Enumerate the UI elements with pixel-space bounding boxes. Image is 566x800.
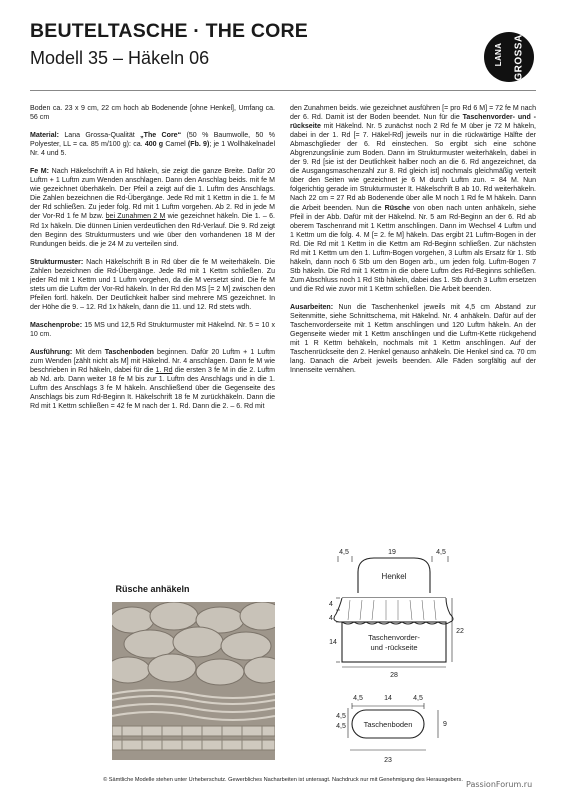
execution-paragraph: Ausführung: Mit dem Taschenboden beginnen. Dafür 20 Luftm + 1 Luftm zum Wenden [zählt nicht als M] mit Häkelnd. Nr. 4 anschlagen. Dann fe M wie beschrieben in Rd häkeln, dabei für die 1. Rd die ersten 3 fe M in die 2. Luftm ab Nd. arb. Dann weiter 18 fe M bis zur 1. Luftm des Anschlags und in die 1. Luftm des Anschlags 3 fe M häkeln. Anschließend über die Gegenseite des Anschlags bis zum Rd-Beginn It. Häkelschrift 18 fe M zurückhäkeln. Dann die Rd mit 1 Kettm schließen = 42 fe M nach der 1. Rd. Dann die 2. – 6. Rd mit	[30, 349, 276, 411]
logo-text-small: LANA	[494, 42, 504, 67]
page-subtitle: Modell 35 – Häkeln 06	[30, 48, 210, 68]
single-crochet-paragraph: Fe M: Nach Häkelschrift A in Rd häkeln, sie zeigt die ganze Breite. Dafür 20 Luftm + 1 Luftm zum Wenden anschlagen. Dann den Anschlag beids. mit fe M wie gezeichnet überhäkeln. Der Pfeil a zeigt auf die 1. Luftm des Anschlags. Die Zahlen bezeichnen die Rd-Übergänge. Jede Rd mit 1 Kettm in die 1. fe M der Rd schließen. Zu jeder folg. Rd mit 1 Luftm vorgehen. Ab 2. Rd in jede M der Vor-Rd 1 fe M bzw. bei Zunahmen 2 M wie gezeichnet häkeln. Die 1. – 6. Rd 1x häkeln. Die dünnen Linien verdeutlichen den Rd-Verlauf. Die 9. Rd zeigt den Beginn des Strukturmusters und wie über den vorhandenen 18 M der Rundungen beids. die je 24 M zu verteilen sind.	[30, 168, 275, 248]
bag-body-outline	[342, 622, 446, 662]
body-label-1: Taschenvorder-	[368, 633, 420, 642]
finishing-paragraph: Ausarbeiten: Nun die Taschenhenkel jeweils mit 4,5 cm Abstand zur Seitenmitte, siehe Schnittschema, mit Häkelnd. Nr. 4 anhäkeln. Dafür auf der Taschenvorderseite mit 1 Kettm anschlingen und 120 Luftm häkeln. An der Gegenseite wieder mit 1 Kettm anschlingen und die Luftm-Kette rückgehend mit 1 R Kettm behäkeln, nochmals mit 1 Kettm anschlingen. Auf der Taschenrückseite den 2. Henkel genauso anhäkeln. Die Henkel sind ca. 70 cm lang. Danach die Arbeit jeweils beenden. Alle Fäden sorgfältig auf der Innenseite vernähen.	[290, 303, 536, 375]
dim-ruffle-2: 4	[329, 615, 333, 622]
dim-base-top-left: 4,5	[353, 695, 363, 702]
material-paragraph: Material: Lana Grossa-Qualität „The Core“ (50 % Baumwolle, 50 % Polyester, LL = ca. 85 m/100 g): ca. 400 g Camel (Fb. 9); je 1 Wollhäkelnadel Nr. 4 und 5.	[30, 132, 276, 158]
dim-body-height: 14	[329, 639, 337, 646]
continuation-paragraph: den Zunahmen beids. wie gezeichnet ausführen [= pro Rd 6 M] = 72 fe M nach der 6. Rd. Damit ist der Boden beendet. Nun für die Taschenvorder- und -rückseite mit Häkelnd. Nr. 5 zunächst noch 2 Rd fe M über je 72 M häkeln, dabei in der 1. Rd [= 7. Häkel-Rd] jeweils nur in die rückwärtige Hälfte der Abmaschglieder der 6. Rd einstechen. So ergibt sich eine schöne Abgrenzungslinie zum Boden. Dann im Strukturmuster weiterhäkeln, dabei in der 9. Rd [sie ist der Deutlichkeit halber noch an die 6. Rd angezeichnet, da die Ausgangsmaschenzahl zur 8. Rd gleich ist] nochmals gleichmäßig verteilt über den Seiten wie gezeichnet je 6 M durch Luftm zun. = 84 M. Nun folgerichtig gerade im Strukturmuster It. Häkelschrift B ab 10. Rd weiterhäkeln. Nach 22 cm = 27 Rd ab Bodenende über alle M noch 1 Rd fe M häkeln. Dann die Arbeit beenden. Nun die Rüsche von oben nach unten anhäkeln, siehe Pfeil in der Abb. Dafür mit der Häkelnd. Nr. 5 am Rd-Beginn an der 6. Rd ab oberem Taschenrand mit 1 Kettm anschlingen. Dann im Wechsel 4 Luftm und 1 Kettm um die folg. 4. M [= 2. fe M] häkeln. Das ergibt 21 Luftm-Bogen in der Rd. Die Rd mit 1 Kettm in die Kettm am Rd-Beginn schließen. Zur nächsten Rd mit 1 Kettm um den 1. Luftm-Bogen vorgehen, 3 Luftm als Ersatz für 1. Stb häkeln, dann noch 6 Stb um den Bogen arb., um jeden folg. Luftm-Bogen 7 Stb häkeln. Die Rd mit 1 Kettm in die obere Luftm des Rd-Beginns schließen. Zum Abschluss noch 1 Rd Stb häkeln, dabei das 1. Stb durch 3 Luftm ersetzen und die Rd wie zuvor mit 1 Kettm schließen. Die Arbeit beenden.	[290, 105, 537, 293]
copyright-footer: © Sämtliche Modelle stehen unter Urheberschutz. Gewerbliches Nacharbeiten ist untersagt. Nachdruck nur mit Genehmigung des Herausgebers.	[103, 777, 463, 783]
pattern-paragraph: Strukturmuster: Nach Häkelschrift B in Rd über die fe M weiterhäkeln. Die Zahlen bezeichnen die Rd-Übergänge. Jede Rd mit 1 Kettm schließen. Zu jeder Rd mit 1 Kettm und 1 Luftm vorgehen, da die M versetzt sind. Die fe M stets um die Luftm der Vor-Rd häkeln. In der Rd den MS [= 2 M] zwischen den Pfeilen fortl. häkeln. Der Deutlichkeit halber sind mehrere MS gezeichnet. In der Höhe die 9. – 12. Rd 1x häkeln, dann die 11. und 12. Rd stets wdh.	[30, 258, 275, 311]
size-paragraph: Boden ca. 23 x 9 cm, 22 cm hoch ab Bodenende [ohne Henkel], Umfang ca. 56 cm	[30, 105, 275, 122]
ruffle-photo-drawing	[112, 602, 275, 760]
ruffle-photo	[112, 602, 275, 760]
schematic-diagram	[300, 540, 536, 775]
dim-top-left: 4,5	[339, 549, 349, 556]
dim-width: 28	[390, 672, 398, 679]
dim-base-left-2: 4,5	[336, 723, 346, 730]
dim-base-height: 9	[443, 721, 447, 728]
handle-label: Henkel	[381, 572, 407, 581]
page-title: BEUTELTASCHE · THE CORE	[30, 20, 308, 42]
header-divider	[30, 90, 536, 91]
dim-top-right: 4,5	[436, 549, 446, 556]
logo-text-large: GROSSA	[513, 34, 525, 81]
instructions-left-column	[30, 104, 275, 420]
dim-base-left-1: 4,5	[336, 713, 346, 720]
dim-total-height: 22	[456, 628, 464, 635]
base-label: Taschenboden	[363, 720, 413, 729]
dim-base-width: 23	[384, 757, 392, 764]
dim-ruffle-1: 4	[329, 601, 333, 608]
dim-base-top-mid: 14	[384, 695, 392, 702]
instructions-right-column	[290, 104, 536, 384]
body-label-2: und -rückseite	[370, 643, 418, 652]
dim-base-top-right: 4,5	[413, 695, 423, 702]
site-watermark: PassionForum.ru	[466, 780, 533, 789]
brand-logo	[484, 32, 534, 82]
gauge-paragraph: Maschenprobe: 15 MS und 12,5 Rd Strukturmuster mit Häkelnd. Nr. 5 = 10 x 10 cm.	[30, 321, 275, 338]
dim-top-mid: 19	[388, 549, 396, 556]
photo-caption: Rüsche anhäkeln	[115, 584, 190, 594]
